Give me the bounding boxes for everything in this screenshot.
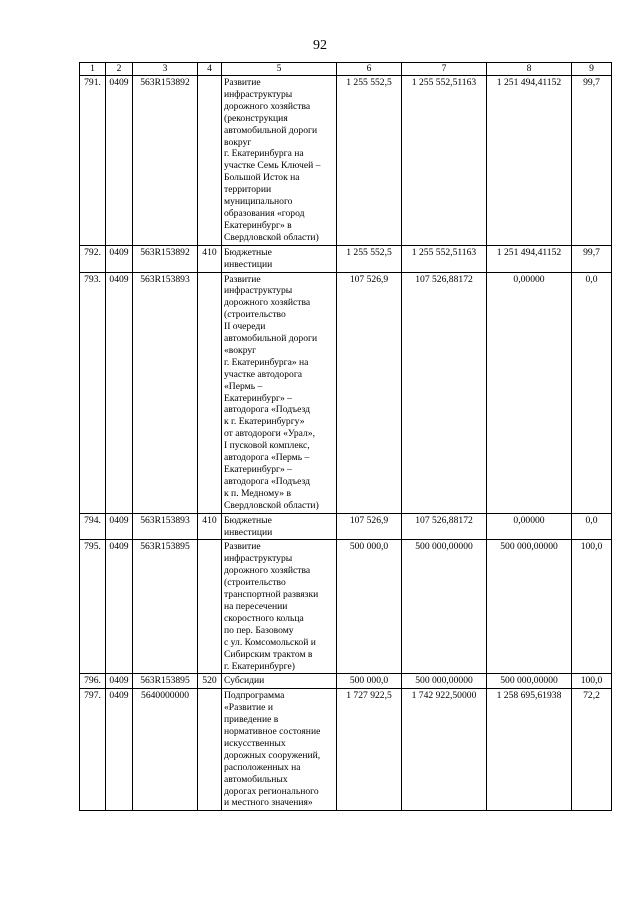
column-header: 5 [222,63,337,76]
description-line: Бюджетные [224,514,272,526]
description-line: (реконструкция [224,112,288,124]
section-code-cell: 0409 [106,272,133,513]
column-header: 8 [487,63,572,76]
row-number-cell: 795. [80,540,106,674]
expense-type-cell [198,76,222,246]
description-line: инфраструктуры [224,88,293,100]
description-line: Свердловской области) [224,231,319,243]
table-row [80,540,612,674]
section-code-cell: 0409 [106,245,133,272]
description-line: «Развитие и [224,702,273,714]
description-line: искусственных [224,737,286,749]
planned-amount-cell: 1 255 552,51163 [402,76,487,246]
column-header: 4 [198,63,222,76]
row-number-cell: 797. [80,689,106,811]
description-line: территории [224,184,272,196]
description-line: участке Семь Ключей – [224,160,321,172]
percent-cell: 99,7 [572,76,612,246]
table-row [80,245,612,272]
description-line: Сибирским трактом в [224,648,313,660]
planned-amount-cell: 1 742 922,50000 [402,689,487,811]
budget-table [79,62,612,811]
description-line: Свердловской области) [224,499,319,511]
column-header: 3 [133,63,198,76]
description-line: I пусковой комплекс, [224,440,310,452]
description-line: от автодороги «Урал», [224,428,316,440]
description-line: скоростного кольца [224,612,304,624]
target-code-cell: 563R153892 [133,76,198,246]
description-line: на пересечении [224,600,288,612]
description-line: Екатеринбург» – [224,464,292,475]
section-code-cell: 0409 [106,689,133,811]
expense-type-cell: 520 [198,674,222,689]
description-cell [222,540,337,674]
description-line: участке автодорога [224,368,303,380]
description-line: (строительство [224,309,286,321]
planned-amount-cell: 107 526,88172 [402,272,487,513]
description-line: транспортной развязки [224,589,319,601]
description-line: инфраструктуры [224,285,293,297]
target-code-cell: 563R153892 [133,245,198,272]
description-line: инвестиции [224,258,273,270]
description-line: «Пермь – [224,380,263,392]
executed-amount-cell: 500 000,00000 [487,674,572,689]
approved-amount-cell: 1 255 552,5 [337,245,402,272]
row-number-cell: 793. [80,272,106,513]
approved-amount-cell: 1 255 552,5 [337,76,402,246]
column-header: 2 [106,63,133,76]
executed-amount-cell: 1 251 494,41152 [487,245,572,272]
description-line: дорожного хозяйства [224,297,311,309]
description-line: (строительство [224,577,286,589]
column-header: 1 [80,63,106,76]
description-line: инвестиции [224,526,273,538]
description-line: автомобильной дороги [224,124,318,136]
description-line: Подпрограмма [224,690,285,702]
description-line: Субсидии [224,675,265,687]
table-row [80,272,612,513]
expense-type-cell [198,689,222,811]
planned-amount-cell: 107 526,88172 [402,513,487,540]
description-cell [222,245,337,272]
description-line: г. Екатеринбурга на [224,148,304,160]
row-number-cell: 792. [80,245,106,272]
description-line: дорожного хозяйства [224,565,311,577]
section-code-cell: 0409 [106,674,133,689]
description-cell [222,513,337,540]
description-cell [222,272,337,513]
table-row [80,513,612,540]
percent-cell: 0,0 [572,513,612,540]
description-line: г. Екатеринбурге) [224,660,295,672]
section-code-cell: 0409 [106,76,133,246]
row-number-cell: 794. [80,513,106,540]
row-number-cell: 796. [80,674,106,689]
description-line: к п. Медному» в [224,487,291,499]
percent-cell: 100,0 [572,674,612,689]
expense-type-cell: 410 [198,245,222,272]
description-cell [222,689,337,811]
planned-amount-cell: 500 000,00000 [402,540,487,674]
description-line: инфраструктуры [224,553,293,565]
description-line: Развитие [224,77,261,88]
description-line: Екатеринбург» – [224,392,292,404]
percent-cell: 99,7 [572,245,612,272]
description-line: дорогах регионального [224,785,319,797]
percent-cell: 100,0 [572,540,612,674]
description-line: автодорога «Подъезд [224,404,310,416]
planned-amount-cell: 500 000,00000 [402,674,487,689]
target-code-cell: 563R153895 [133,540,198,674]
table-body [80,76,612,811]
description-cell [222,76,337,246]
description-line: Большой Исток на [224,172,300,184]
column-header: 6 [337,63,402,76]
target-code-cell: 563R153893 [133,513,198,540]
percent-cell: 0,0 [572,272,612,513]
description-line: и местного значения» [224,797,313,809]
description-line: вокруг [224,136,252,148]
table-row [80,689,612,811]
section-code-cell: 0409 [106,540,133,674]
description-line: расположенных на [224,761,301,773]
description-line: к г. Екатеринбургу» [224,416,305,428]
expense-type-cell [198,540,222,674]
table-row [80,76,612,246]
description-line: образования «город [224,207,305,219]
executed-amount-cell: 1 251 494,41152 [487,76,572,246]
expense-type-cell [198,272,222,513]
description-cell [222,674,337,689]
description-line: г. Екатеринбурга» на [224,356,309,368]
section-code-cell: 0409 [106,513,133,540]
planned-amount-cell: 1 255 552,51163 [402,245,487,272]
column-header: 7 [402,63,487,76]
percent-cell: 72,2 [572,689,612,811]
description-line: дорожного хозяйства [224,100,311,112]
description-line: автомобильной дороги [224,333,318,345]
approved-amount-cell: 500 000,0 [337,540,402,674]
table-row [80,674,612,689]
description-line: II очереди [224,321,266,333]
executed-amount-cell: 0,00000 [487,513,572,540]
approved-amount-cell: 107 526,9 [337,513,402,540]
executed-amount-cell: 500 000,00000 [487,540,572,674]
target-code-cell: 563R153893 [133,272,198,513]
description-line: Екатеринбург» в [224,219,292,231]
description-line: дорожных сооружений, [224,749,321,761]
description-line: Развитие [224,541,261,553]
description-line: муниципального [224,196,293,208]
row-number-cell: 791. [80,76,106,246]
executed-amount-cell: 1 258 695,61938 [487,689,572,811]
description-line: автодорога «Пермь – [224,452,310,464]
description-line: автодорога «Подъезд [224,475,310,487]
description-line: приведение в [224,714,279,726]
expense-type-cell: 410 [198,513,222,540]
header-row [80,63,612,76]
column-header: 9 [572,63,612,76]
description-line: Развитие [224,273,261,285]
approved-amount-cell: 1 727 922,5 [337,689,402,811]
description-line: нормативное состояние [224,726,321,738]
page-number: 92 [313,38,327,53]
approved-amount-cell: 500 000,0 [337,674,402,689]
description-line: с ул. Комсомольской и [224,636,316,648]
description-line: Бюджетные [224,246,272,258]
description-line: по пер. Базовому [224,624,294,636]
approved-amount-cell: 107 526,9 [337,272,402,513]
executed-amount-cell: 0,00000 [487,272,572,513]
description-line: «вокруг [224,344,257,356]
description-line: автомобильных [224,773,288,785]
target-code-cell: 563R153895 [133,674,198,689]
target-code-cell: 5640000000 [133,689,198,811]
